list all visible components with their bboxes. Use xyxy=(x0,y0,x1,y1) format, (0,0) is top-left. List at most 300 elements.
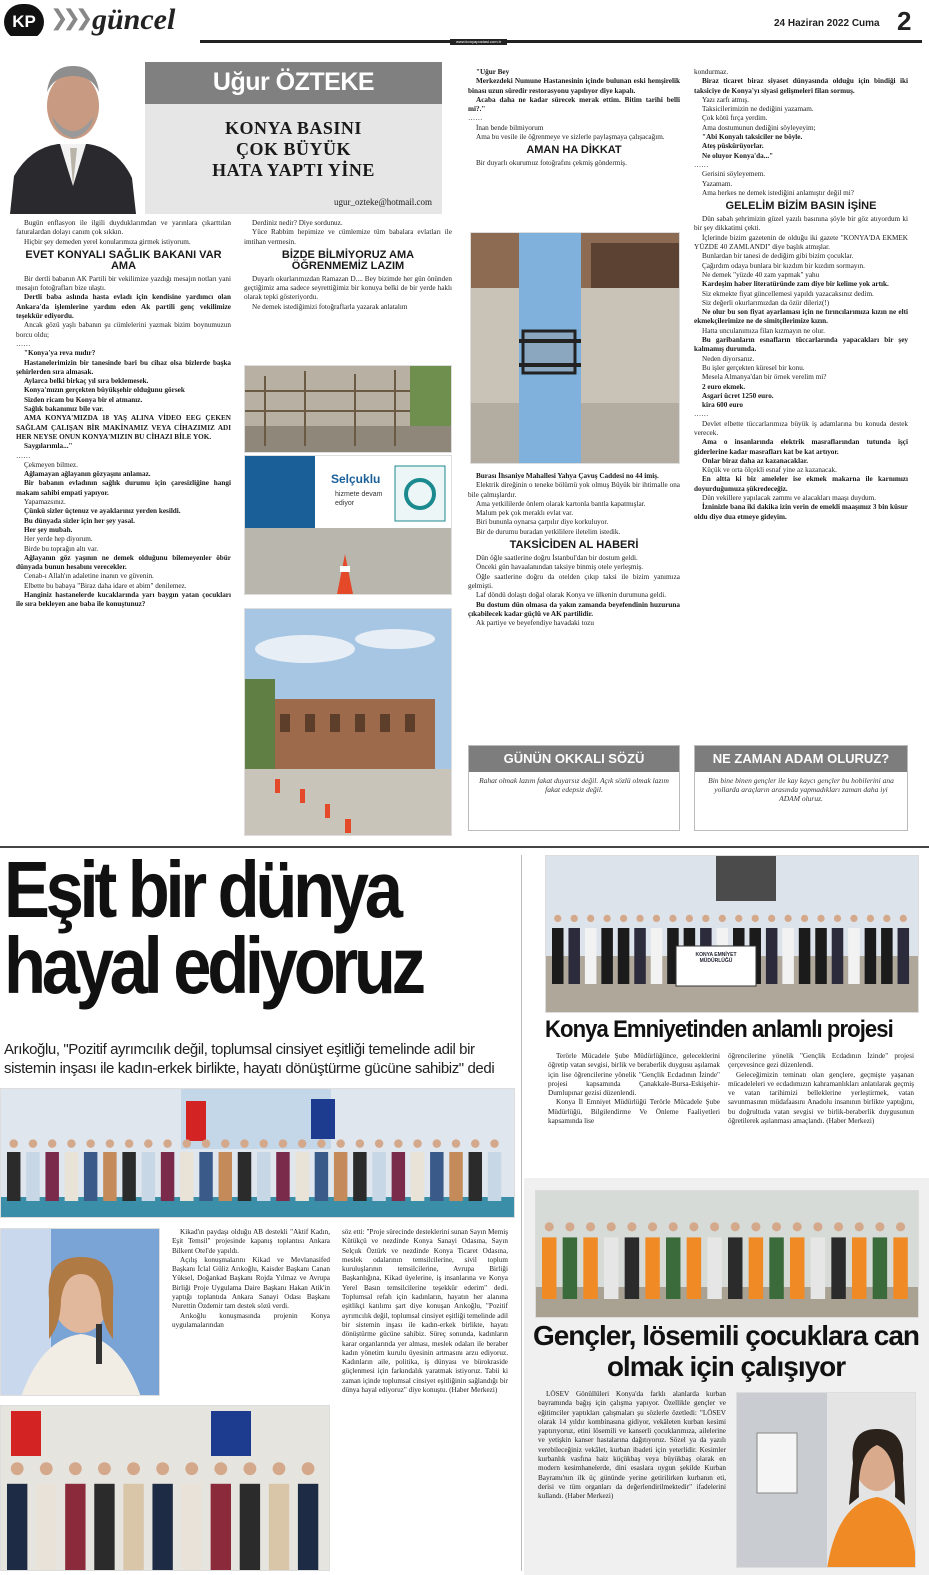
paragraph: Hatta unculanımıza filan kızmayın ne olur. xyxy=(702,326,825,335)
person-head xyxy=(636,915,643,922)
person-head xyxy=(735,915,742,922)
person-head xyxy=(10,1139,18,1147)
author-email[interactable]: ugur_ozteke@hotmail.com xyxy=(333,197,432,207)
paragraph: İçlerinde bizim gazetenin de olduğu iki gazete "KONYA'DA EKMEK YÜZDE 40 ZAMLANDI" diye başlık atmışlar. xyxy=(694,233,908,252)
paragraph: Duyarlı okurlarımızdan Ramazan D.... Bey bizimde her gün önünden geçtiğimiz ama sadece seyrettiğimiz bir konuya belki de bir yerde haklı olarak tepki gösteriyordu. xyxy=(244,274,452,302)
person-head xyxy=(40,1462,53,1475)
paragraph: Konya'mızın gerçekten büyükşehir olduğunu görsek xyxy=(24,386,185,395)
site-strip: www.konyapostasi.com.tr xyxy=(450,39,507,45)
paragraph: Arıkoğlu konuşmasında projenin Konya uygulamalarından xyxy=(172,1311,330,1329)
person-head xyxy=(29,1139,37,1147)
person-head xyxy=(648,1222,657,1231)
paragraph: kira 600 euro xyxy=(702,401,743,410)
paragraph: Her yerde hep diyorum. xyxy=(24,535,93,544)
paragraph: Ne demek "yüzde 40 zam yapmak" yahu xyxy=(702,270,820,279)
person-head xyxy=(850,915,857,922)
person-head xyxy=(768,915,775,922)
person-figure xyxy=(295,1152,308,1201)
person-figure xyxy=(240,1484,260,1571)
person-head xyxy=(240,1139,248,1147)
quote-box-text: Rahat olmak lazım fakat duyarsız değil. Açık sözlü olmak lazım fakat edepsiz değil. xyxy=(479,776,669,794)
paragraph: Acaba daha ne kadar sürecek merak ettim. Bitim tarihi belli mi?." xyxy=(468,95,680,114)
person-figure xyxy=(65,1152,78,1201)
person-figure xyxy=(449,1152,462,1201)
person-head xyxy=(336,1139,344,1147)
person-figure xyxy=(811,1237,825,1299)
restoration-photo-1 xyxy=(244,365,452,453)
person-figure xyxy=(563,1237,577,1299)
paragraph: Önceki gün havaalanından taksiye binmiş otele yerleşmiş. xyxy=(476,563,644,572)
person-figure xyxy=(94,1484,114,1571)
person-figure xyxy=(666,1237,680,1299)
person-head xyxy=(813,1222,822,1231)
column-title-line: HATA YAPTI YİNE xyxy=(212,160,375,180)
column-col4 xyxy=(694,68,908,734)
person-head xyxy=(98,1462,111,1475)
paragraph: …… xyxy=(16,339,31,348)
person-figure xyxy=(298,1484,318,1571)
police-banner: KONYA EMNİYET MÜDÜRLÜĞÜ xyxy=(695,952,737,964)
person-head xyxy=(413,1139,421,1147)
paragraph: Ak partiye ve beyefendiye havadaki tozu xyxy=(476,619,594,628)
paragraph: Neden diyorsanız. xyxy=(702,354,755,363)
paragraph: Ama bu vesile ile öğrenmeye ve sizlerle paylaşmaya çalışacağım. xyxy=(476,133,665,142)
story1-col2 xyxy=(342,1228,508,1568)
paragraph: Açılış konuşmalarını Kikad ve Mevlanasifed Başkanı İclal Güliz Arıkoğlu, Kaisder Başkanı Canan Yüksel, Doğankad Başkanı Rojda Yılmaz ve Avrupa Birliği Proje Uygulama Daire Başkanı Hakan Atik'in yaptığı toplantıda Ankara Sanayi Odası Başkanı Nurettin Özdemir tam destek sözü verdi. xyxy=(172,1255,330,1311)
paragraph: Bir de durumu buradan yetkililere iletelim istedik. xyxy=(476,527,621,536)
subheading: BİZDE BİLMİYORUZ AMA ÖĞRENMEMİZ LAZIM xyxy=(281,248,415,272)
person-figure xyxy=(583,1237,597,1299)
person-head xyxy=(817,915,824,922)
person-figure xyxy=(257,1152,270,1201)
person-head xyxy=(144,1139,152,1147)
person-figure xyxy=(469,1152,482,1201)
person-figure xyxy=(411,1152,424,1201)
sign-name: Selçuklu xyxy=(331,472,381,486)
person-figure xyxy=(430,1152,443,1201)
person-head xyxy=(719,915,726,922)
person-figure xyxy=(238,1152,251,1201)
paragraph: söz etti: "Proje sürecinde desteklerini sunan Sayın Memiş Kütükçü ve nezdinde Konya Sanayi Odasına, Sayın Selçuk Öztürk ve nezdinde Konya Ticaret Odasına, meslek odalarının temsilcilerine, sivil toplum kuruluşlarının temsilcilerine, Avrupa Birliği Başkanlığına, Kikad üyelerine, iş insanlarına ve Konya Yerel Basın temsilcilerine teşekkür ederim" dedi. Toplumsal refah için kadınların, hayatın her alanına eşitlikçi katılımı şart diye konuşan Arıkoğlu, "Pozitif ayrımcılık değil, toplumsal cinsiyet eşitliği temelinde adil bir sistemin inşası ile kadın-erkek birlikte, hayatı dönüştürme gücüne sahibiz. Süreç sonunda, kadınların karar organlarında yer alması, meslek odaları ile beraber kadın yönetim kurulu üyesinin artmasını arzu ediyoruz. Kadınların aile, politika, iş dünyası ve bürokraside güçlenmesi için farkındalık yaratmak istiyoruz. Tabii ki zaman içinde toplumsal cinsiyet eşitliğinin sağlandığı bir dünya hayal ediyoruz" diye konuştu. (Haber Merkezi) xyxy=(342,1228,508,1395)
person-figure xyxy=(832,928,844,984)
person-figure xyxy=(7,1152,20,1201)
sign-subtitle: hizmete devam ediyor xyxy=(335,491,383,507)
person-head xyxy=(627,1222,636,1231)
paragraph: öğrencilerine yönelik "Gençlik Ecdadının İzinde" projesi çerçevesince gezi düzenlendi. xyxy=(728,1052,914,1070)
paragraph: Birde bu toprağın altı var. xyxy=(24,544,99,553)
paragraph: Hastanelerimizin bir tanesinde bari bu cihaz olsa bizlerde başka şehirlerden sıra almasak. xyxy=(16,358,231,376)
person-figure xyxy=(334,1152,347,1201)
paragraph: Bu dünyada sizler için her şey yasal. xyxy=(24,516,135,525)
police-group-photo xyxy=(545,855,919,1013)
column-title-line: ÇOK BÜYÜK xyxy=(235,139,351,159)
paragraph: Asgari ücret 1250 euro. xyxy=(702,391,774,400)
person-figure xyxy=(36,1484,56,1571)
paragraph: Ne oluyor Konya'da..." xyxy=(702,151,774,160)
column-col3a xyxy=(468,68,680,228)
person-head xyxy=(279,1139,287,1147)
person-head xyxy=(604,915,611,922)
paragraph: Aylarca belki birkaç yıl sıra beklemesek. xyxy=(24,377,149,386)
paragraph: kondurmaz. xyxy=(694,68,729,76)
person-figure xyxy=(645,1237,659,1299)
person-head xyxy=(587,915,594,922)
person-figure xyxy=(211,1484,231,1571)
subheading: EVET KONYALI SAĞLIK BAKANI VAR AMA xyxy=(25,248,222,272)
paragraph: Ağlayanın göz yaşının ne demek olduğunu bilemeyenler öbür dünyada bunun hesabını verecekler. xyxy=(16,553,231,572)
person-head xyxy=(202,1139,210,1147)
person-figure xyxy=(123,1484,143,1571)
story1-col1 xyxy=(172,1228,330,1398)
story3-body xyxy=(538,1390,726,1570)
person-head xyxy=(125,1139,133,1147)
person-head xyxy=(185,1462,198,1475)
person-head xyxy=(48,1139,56,1147)
person-figure xyxy=(815,928,827,984)
person-figure xyxy=(315,1152,328,1201)
paragraph: Dertli baba aslında hasta evladı için kendisine yardımcı olan Ankara'da işlemlerine yardım eden Ak partili genç vekilimize teşekkür ediyordu. xyxy=(16,293,231,321)
person-figure xyxy=(790,1237,804,1299)
person-head xyxy=(317,1139,325,1147)
paragraph: Ateş püskürüyorlar. xyxy=(702,142,764,151)
person-head xyxy=(855,1222,864,1231)
column-col1 xyxy=(16,219,231,837)
paragraph: Hanginiz hastanelerde kucaklarında yarı baygın yatan çocukları ile sıra bekleyen ane baba ile konuştunuz? xyxy=(16,590,231,609)
person-figure xyxy=(103,1152,116,1201)
volunteer-photo xyxy=(736,1392,916,1568)
person-head xyxy=(554,915,561,922)
paragraph: Siz değerli okurlarımızdan da özür dileriz(!) xyxy=(702,298,830,307)
person-head xyxy=(106,1139,114,1147)
person-head xyxy=(490,1139,498,1147)
person-head xyxy=(900,915,907,922)
paragraph: Kikad'ın paydaşı olduğu AB destekli "Aktif Kadın, Eşit Temsil" projesinde kapanış toplantısı Ankara Bilkent Otel'de yapıldı. xyxy=(172,1228,330,1255)
paragraph: Ama yetkililerde önlem olarak kartonla bantla kapatmışlar. xyxy=(476,499,646,508)
person-head xyxy=(156,1462,169,1475)
person-figure xyxy=(219,1152,232,1201)
person-figure xyxy=(604,1237,618,1299)
person-figure xyxy=(769,1237,783,1299)
vertical-divider xyxy=(521,855,522,1571)
person-figure xyxy=(799,928,811,984)
paragraph: …… xyxy=(694,410,709,419)
paragraph: Elektrik direğinin o teneke bölümü yok olmuş Büyük bir ihtimalle ona bile çalmışlardır. xyxy=(468,481,680,499)
person-head xyxy=(545,1222,554,1231)
person-figure xyxy=(552,928,564,984)
paragraph: Çünkü sizler üçtenuz ve ayaklarınız yerden kesildi. xyxy=(24,507,181,516)
paragraph: Gerisini söyleyemem. xyxy=(702,170,766,179)
paragraph: İzninizle bana iki dakika izin verin de emekli maaşımız 3 bin küsur oldu diye dua etmeye gideyim. xyxy=(694,503,908,521)
paragraph: AMA KONYA'MIZDA 18 YAŞ ALINA VİDEO EEG ÇEKEN SAĞLAM ÇALIŞAN BİR MAKİNAMIZ VEYA CİHAZIMIZ ADI HER NEYSE ONUN KONYA'MIZIN BU CİHAZI BİLE YOK. xyxy=(16,414,231,441)
paragraph: Ama herkes ne demek istediğini anlamıştır değil mi? xyxy=(702,188,854,197)
person-head xyxy=(433,1139,441,1147)
paragraph: Bu garibanların esnafların tüccarlarında yapacakları bir şey kalmamış durumda. xyxy=(694,336,908,354)
paragraph: …… xyxy=(468,114,483,123)
paragraph: Malum pek çok meraklı evlat var. xyxy=(476,509,573,518)
column-col2 xyxy=(244,219,452,361)
person-figure xyxy=(392,1152,405,1201)
person-figure xyxy=(852,1237,866,1299)
person-head xyxy=(221,1139,229,1147)
quote-box-title: GÜNÜN OKKALI SÖZÜ xyxy=(469,746,679,772)
person-figure xyxy=(276,1152,289,1201)
person-head xyxy=(163,1139,171,1147)
paragraph: Bir babanın evladının sağlık durumu için çaresizliğine hangi makam sahibi empati yapıyor. xyxy=(16,479,231,497)
paragraph: Merkezdeki Numune Hastanesinin içinde bulunan eski hemşirelik binası uzun süredir restorasyonu yapılıyor diye kapalı. xyxy=(468,77,680,95)
paragraph: Cenab-ı Allah'ın adaletine inanın ve güvenin. xyxy=(24,572,154,581)
person-head xyxy=(867,915,874,922)
page-number: 2 xyxy=(897,6,912,36)
person-figure xyxy=(65,1484,85,1571)
person-figure xyxy=(651,928,663,984)
person-head xyxy=(244,1462,257,1475)
person-head xyxy=(875,1222,884,1231)
person-head xyxy=(260,1139,268,1147)
person-head xyxy=(69,1462,82,1475)
person-figure xyxy=(848,928,860,984)
person-head xyxy=(127,1462,140,1475)
person-figure xyxy=(84,1152,97,1201)
paragraph: Yapamazsınız. xyxy=(24,498,66,507)
paragraph: Öğle saatlerine doğru da otelden çıkıp taksi ile bizim yanımıza gelmişti. xyxy=(468,572,680,590)
person-figure xyxy=(180,1152,193,1201)
paragraph: Konya İl Emniyet Müdürlüğü Terörle Mücadele Şube Müdürlüğü, Bilgilendirme Ve Önleme Faaliyetleri kapsamında lise xyxy=(548,1098,720,1126)
paragraph: "Konya'ya reva mıdır? xyxy=(24,349,96,358)
person-figure xyxy=(625,1237,639,1299)
column-title xyxy=(145,118,442,181)
person-head xyxy=(710,1222,719,1231)
person-head xyxy=(686,915,693,922)
subheading: TAKSİCİDEN AL HABERİ xyxy=(509,539,639,552)
person-figure xyxy=(182,1484,202,1571)
person-head xyxy=(834,915,841,922)
person-head xyxy=(571,915,578,922)
quote-box-2 xyxy=(694,745,908,831)
restoration-photo-3 xyxy=(244,608,452,836)
paragraph: Siz ekmekte fiyat güncellemesi yapıldı yazacaksınız dedim. xyxy=(702,289,874,298)
person-figure xyxy=(728,1237,742,1299)
person-head xyxy=(620,915,627,922)
paragraph: Derdiniz nedir? Diye sordunuz. xyxy=(252,219,343,227)
paragraph: Çok kötü fırça yerdim. xyxy=(702,114,768,123)
person-figure xyxy=(707,1237,721,1299)
paragraph: Yazı zarfı atmış. xyxy=(702,95,749,104)
paragraph: 2 euro ekmek. xyxy=(702,382,746,391)
paragraph: Dün sabah şehrimizin güzel yazılı basınına şöyle bir göz atıyordum ki bir şey dikkatimi çekti. xyxy=(694,215,908,233)
paragraph: Mesela Almanya'dan bir örnek verelim mi? xyxy=(702,373,827,382)
person-head xyxy=(702,915,709,922)
person-head xyxy=(669,1222,678,1231)
story2-headline: Konya Emniyetinden anlamlı projesi xyxy=(545,1016,893,1043)
person-head xyxy=(793,1222,802,1231)
paragraph: Kardeşim haber literatüründe zam diye bir kelime yok artık. xyxy=(702,280,889,289)
person-figure xyxy=(618,928,630,984)
person-figure xyxy=(898,928,910,984)
paragraph: Bu dostum dün olmasa da yakın zamanda beyefendinin huzuruna çıkabilecek kadar güçlü ve AK partilidir. xyxy=(468,600,680,618)
paragraph: "Abi Konyalı taksiciler ne böyle. xyxy=(702,133,803,142)
story1-group-photo-2 xyxy=(0,1405,330,1571)
restoration-photo-2 xyxy=(244,455,452,595)
person-head xyxy=(394,1139,402,1147)
paragraph: Her şey mubah. xyxy=(24,525,73,534)
paragraph: Ne olur bu son fiyat ayarlaması için ne fırıncılarımıza kızın ne elti ekmekçilerimize ne de simitçilerimize kızın. xyxy=(694,308,908,326)
section-title: güncel xyxy=(92,3,176,36)
person-figure xyxy=(488,1152,501,1201)
paragraph: Ama dostumunun dediğini söyleyeyim; xyxy=(702,123,816,132)
author-name: Uğur ÖZTEKE xyxy=(212,68,375,96)
person-figure xyxy=(601,928,613,984)
person-figure xyxy=(881,928,893,984)
person-figure xyxy=(766,928,778,984)
subheading: AMAN HA DİKKAT xyxy=(526,144,622,157)
quote-box-text: Bin bine binen gençler ile kay kaycı gençler bu hobilerini ana yollarda araçların arasında yapmadıkları zaman daha iyi ADAM oluruz. xyxy=(708,776,894,803)
paragraph: Biraz ticaret biraz siyaset dünyasında olduğu için bindiği iki taksiciye de Konya'yı siyasi gelişmeleri filan sormuş. xyxy=(694,77,908,95)
person-head xyxy=(883,915,890,922)
person-figure xyxy=(873,1237,887,1299)
paragraph: …… xyxy=(16,451,31,460)
person-figure xyxy=(568,928,580,984)
paragraph: Yazamam. xyxy=(702,179,733,188)
subheading: GELELİM BİZİM BASIN İŞİNE xyxy=(725,200,877,213)
paragraph: Çekmeyen bilmez. xyxy=(24,460,78,469)
person-figure xyxy=(749,1237,763,1299)
person-head xyxy=(86,1139,94,1147)
person-head xyxy=(653,915,660,922)
person-figure xyxy=(269,1484,289,1571)
paragraph: Ağlamayan ağlayanın gözyaşını anlamaz. xyxy=(24,470,151,479)
person-head xyxy=(565,1222,574,1231)
story1-headline: Eşit bir dünya hayal ediyoruz xyxy=(4,845,422,1010)
paragraph: Hiçbir şey demeden yerel konularımıza girmek istiyorum. xyxy=(24,237,191,246)
paragraph: Devlet elbette tüccarlarımıza büyük iş adamlarına bu konuda destek verecek. xyxy=(694,419,908,437)
person-head xyxy=(356,1139,364,1147)
losev-group-photo xyxy=(535,1190,919,1318)
column-title-line: KONYA BASINI xyxy=(225,118,362,138)
logo: KP xyxy=(4,4,44,40)
paragraph: Ne demek istediğimizi fotoğraflarla yazarak anlatalım xyxy=(252,302,408,311)
author-photo xyxy=(0,36,145,214)
paragraph: Dün öğle saatlerine doğru İstanbul'dan bir dostum geldi. xyxy=(476,554,638,563)
paragraph: Bir duyarlı okurumuz fotoğrafını çekmiş göndermiş. xyxy=(476,159,627,168)
paragraph: Çağırdım odaya bunlara bir kızdım bir kızdım sormayın. xyxy=(702,261,865,270)
person-figure xyxy=(634,928,646,984)
person-figure xyxy=(7,1484,27,1571)
paragraph: Sağlık bakanımız bile var. xyxy=(24,405,104,414)
paragraph: Bu işler gerçekten küresel bir konu. xyxy=(702,363,805,372)
paragraph: Biri bununla oynarsa çarpılır diye korkuluyor. xyxy=(476,518,609,527)
story1-group-photo xyxy=(0,1088,515,1218)
person-head xyxy=(11,1462,24,1475)
person-head xyxy=(689,1222,698,1231)
paragraph: Laf döndü dolaştı doğal olarak Konya ve ülkenin durumuna geldi. xyxy=(476,591,667,600)
person-figure xyxy=(372,1152,385,1201)
person-head xyxy=(607,1222,616,1231)
person-figure xyxy=(782,928,794,984)
paragraph: Saygılarımla..." xyxy=(24,442,73,451)
person-figure xyxy=(152,1484,172,1571)
paragraph: "Uğur Bey xyxy=(476,68,510,76)
paragraph: En altta ki biz ameleler ise ekmek makarna ile karnımızı doyurduğumuza şükredeceğiz. xyxy=(694,475,908,493)
person-head xyxy=(834,1222,843,1231)
person-head xyxy=(273,1462,286,1475)
issue-date: 24 Haziran 2022 Cuma xyxy=(774,18,880,29)
person-figure xyxy=(353,1152,366,1201)
column-header xyxy=(145,62,442,214)
person-head xyxy=(471,1139,479,1147)
paragraph: Elbette bu babaya "Biraz daha idare et abim" denilemez. xyxy=(24,581,187,590)
top-rule xyxy=(200,40,922,43)
paragraph: İnan bende bilmiyorum xyxy=(476,123,544,132)
person-head xyxy=(669,915,676,922)
person-head xyxy=(67,1139,75,1147)
person-figure xyxy=(142,1152,155,1201)
person-figure xyxy=(122,1152,135,1201)
paragraph: Geleceğimizin teminatı olan gençlere, geçmişte yaşanan mücadeleleri ve ecdadımızın kahramanlıkları anlatılarak geçmiş ve vatan tarihimizi belleklerine yerleştirmek, vatan savunmasının müdafaasını Anadolu insanının birlikte yaptığını, bu doğrultuda vatan sevgisi ve birlik-beraberlik duygusunun öğretilerek aşılanması amaçlandı. (Haber Merkezi) xyxy=(728,1070,914,1126)
story1-deck: Arıkoğlu, "Pozitif ayrımcılık değil, toplumsal cinsiyet eşitliği temelinde adil bir sistemin inşası ile kadın-erkek birlikte, hayatı dönüştürme gücüne sahibiz" dedi xyxy=(4,1041,495,1077)
person-head xyxy=(731,1222,740,1231)
paragraph: Bunlardan bir tanesi de dediğim gibi bizim çocuklar. xyxy=(702,252,854,261)
person-figure xyxy=(865,928,877,984)
paragraph: Taksicilerimizin ne dediğini yazamam. xyxy=(702,105,814,114)
paragraph: Ancak gözü yaşlı babanın şu cümlelerini yazmak bizim boynumuzun borcu oldu; xyxy=(16,321,231,339)
person-figure xyxy=(542,1237,556,1299)
paragraph: Terörle Mücadele Şube Müdürlüğünce, geleceklerini öğretip vatan sevgisi, birlik ve beraberlik duygusu aşılamak için lise öğrencilerine yönelik "Gençlik Ecdadının İzinde" projesi kapsamında Çanakkale-Bursa-Eskişehir-Dumlupınar gezisi düzenlendi. xyxy=(548,1052,720,1098)
paragraph: Küçük ve orta ölçekli esnaf yine az kazanacak. xyxy=(702,466,837,475)
person-head xyxy=(452,1139,460,1147)
person-head xyxy=(801,915,808,922)
paragraph: LÖSEV Gönüllüleri Konya'da farklı alanlarda kurban bayramında bağış için çalışma yapıyor. Özellikle gençler ve eğitimciler yaptıkları çalışmaları şu sözlerle özetledi: "LÖSEV olarak 14 yıldır kombinasına gidiyor, vekâleten kurban kesimi yaptırıyoruz, etini lösemili ve kanserli çocuklarımıza, ailelerine ve yetişkin kanser hastalarına dağıtıyoruz. Sözel ya da yazılı verebileceğiniz vekâlet, kurban ibadeti için yeterlidir. Kesimler kurbanlık vasfına haiz küçükbaş veya büyükbaş olarak en modern kesimhanelerde, dini esaslara uygun şekilde Kurban Bayramı'nın ilk üç gününde yerine getirilirken kurbanın eti, derisi ve tüm organları da değerlendirilmektedir" ifadelerini kullandı. (Haber Merkezi) xyxy=(538,1390,726,1501)
person-figure xyxy=(893,1237,907,1299)
story2-col1 xyxy=(548,1052,720,1164)
person-head xyxy=(772,1222,781,1231)
paragraph: Bir dertli babanın AK Partili bir vekilimize yazdığı mesajın notları yani mesajın fotoğrafları bize ulaştı. xyxy=(16,274,231,293)
paragraph: Burası İhsaniye Mahallesi Yahya Çavuş Caddesi no 44 imiş. xyxy=(476,472,659,480)
paragraph: …… xyxy=(694,160,709,169)
person-head xyxy=(896,1222,905,1231)
paragraph: Dün vekillere yapılacak zammı ve alacakları maaşı duydum. xyxy=(702,494,877,503)
person-head xyxy=(752,915,759,922)
story2-col2 xyxy=(728,1052,914,1164)
person-head xyxy=(785,915,792,922)
paragraph: Yüce Rabbim hepimize ve cümlemize tüm babalara evlatları ile imtihan vermesin. xyxy=(244,228,452,246)
person-head xyxy=(298,1139,306,1147)
story3-headline: Gençler, lösemili çocuklara can olmak için çalışıyor xyxy=(532,1320,920,1382)
column-col3b xyxy=(468,472,680,734)
person-head xyxy=(586,1222,595,1231)
person-head xyxy=(183,1139,191,1147)
person-head xyxy=(302,1462,315,1475)
person-head xyxy=(214,1462,227,1475)
paragraph: Bugün enflasyon ile ilgili duyduklarımdan ve yarınlara çıkarttılan faturalardan dolayı canım çok sıkkın. xyxy=(16,219,231,237)
paragraph: Onlar biraz daha az kazanacaklar. xyxy=(702,456,809,465)
person-figure xyxy=(199,1152,212,1201)
person-figure xyxy=(831,1237,845,1299)
chevrons-icon: ❯❯❯ xyxy=(50,6,88,31)
quote-box-1 xyxy=(468,745,680,831)
person-figure xyxy=(687,1237,701,1299)
quote-box-title: NE ZAMAN ADAM OLURUZ? xyxy=(695,746,907,772)
person-figure xyxy=(161,1152,174,1201)
person-head xyxy=(375,1139,383,1147)
electric-pole-photo xyxy=(470,232,680,464)
paragraph: Ama o insanlarında elektrik masraflarından tutunda işçi giderlerine kadar masrafları kat be kat artıyor. xyxy=(694,438,908,456)
speaker-photo xyxy=(0,1228,160,1396)
person-figure xyxy=(585,928,597,984)
person-head xyxy=(751,1222,760,1231)
paragraph: Sizden ricam bu Konya bir el atmanız. xyxy=(24,395,143,404)
person-figure xyxy=(45,1152,58,1201)
person-figure xyxy=(26,1152,39,1201)
